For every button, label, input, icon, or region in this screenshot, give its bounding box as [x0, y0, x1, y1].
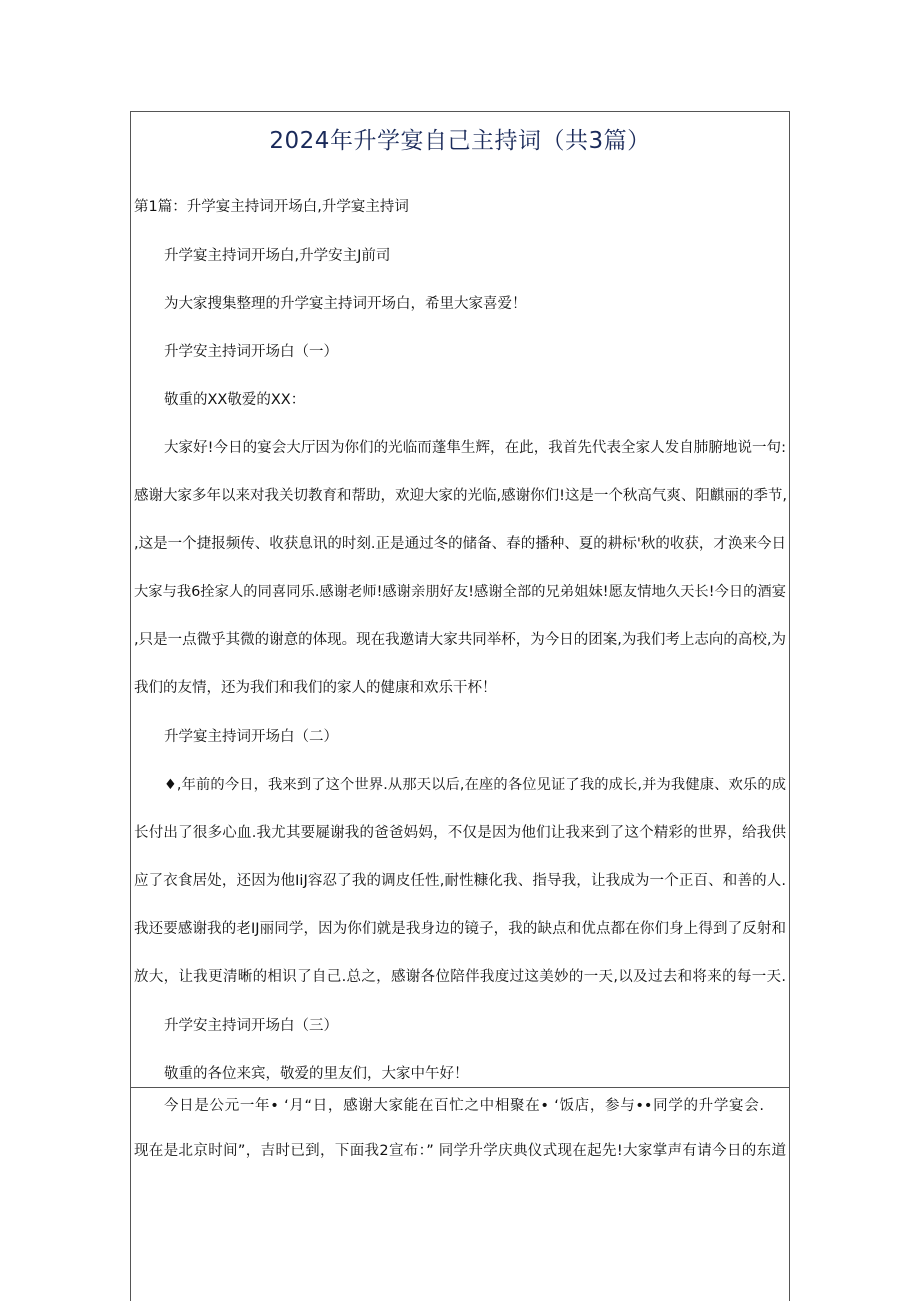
- paragraph-line: 敬重的XX敬爱的XX：: [164, 392, 306, 408]
- document-title: 2024年升学宴自己主持词（共3篇）: [269, 128, 651, 154]
- paragraph-line: 为大家搜集整理的升学宴主持词开场白，希里大家喜爱！: [164, 296, 527, 312]
- paragraph-line: 现在是北京时间”，吉时已到，下面我2宣布：” 同学升学庆典仪式现在起先!大家掌声有请今日的东道: [134, 1143, 786, 1159]
- paragraph-line: 敬重的各位来宾，敬爱的里友们，大家中午好！: [164, 1066, 469, 1082]
- paragraph-line: 应了衣食居处，还因为他IiJ容忍了我的调皮任性,耐性糠化我、指导我，让我成为一个正百、和善的人.: [134, 873, 786, 889]
- paragraph-line: 大家好!今日的宴会大厅因为你们的光临而蓬隼生辉，在此，我首先代表全家人发自肺腑地说一句:: [164, 440, 786, 456]
- paragraph-line: 大家与我6拴家人的同喜同乐.感谢老师!感谢亲朋好友!感谢全部的兄弟姐妹!愿友情地久天长!今日的酒宴: [134, 584, 786, 600]
- paragraph-line: ♦,年前的今日，我来到了这个世界.从那天以后,在座的各位见证了我的成长,并为我健康、欢乐的成: [164, 777, 786, 793]
- subheading: 升学宴主持词开场白（二）: [164, 729, 338, 745]
- page-border-lower: [130, 1088, 790, 1301]
- paragraph-line: 我们的友情，还为我们和我们的家人的健康和欢乐干杯！: [134, 680, 497, 696]
- paragraph-line: 放大，让我更清晰的相识了自己.总之，感谢各位陪伴我度过这美妙的一天,以及过去和将来的每一天.: [134, 969, 786, 985]
- paragraph-line: 我还要感谢我的老IJ丽同学，因为你们就是我身边的镜子，我的缺点和优点都在你们身上得到了反射和: [134, 921, 786, 937]
- section-heading: 第1篇：升学宴主持词开场白,升学宴主持词: [134, 199, 409, 215]
- paragraph-line: ,这是一个捷报频传、收获息讯的时刻.正是通过冬的储备、春的播种、夏的耕标'秋的收获，才涣来今日: [134, 536, 786, 552]
- subheading: 升学安主持词开场白（一）: [164, 344, 338, 360]
- paragraph-line: ,只是一点微乎其微的谢意的体现。现在我邀请大家共同举杯，为今日的团案,为我们考上志向的高校,为: [134, 632, 786, 648]
- paragraph-line: 长付出了很多心血.我尤其要屣谢我的爸爸妈妈，不仅是因为他们让我来到了这个精彩的世界，给我供: [134, 825, 786, 841]
- paragraph-line: 今日是公元一年• ‘月“日，感谢大家能在百忙之中相聚在• ‘饭店，参与••同学的升学宴会.: [164, 1098, 764, 1114]
- subheading: 升学安主持词开场白（三）: [164, 1018, 338, 1034]
- paragraph-line: 升学宴主持词开场白,升学安主J前司: [164, 248, 391, 264]
- paragraph-line: 感谢大家多年以来对我关切教育和帮助，欢迎大家的光临,感谢你们!这是一个秋高气爽、阳麒丽的季节,: [134, 488, 788, 504]
